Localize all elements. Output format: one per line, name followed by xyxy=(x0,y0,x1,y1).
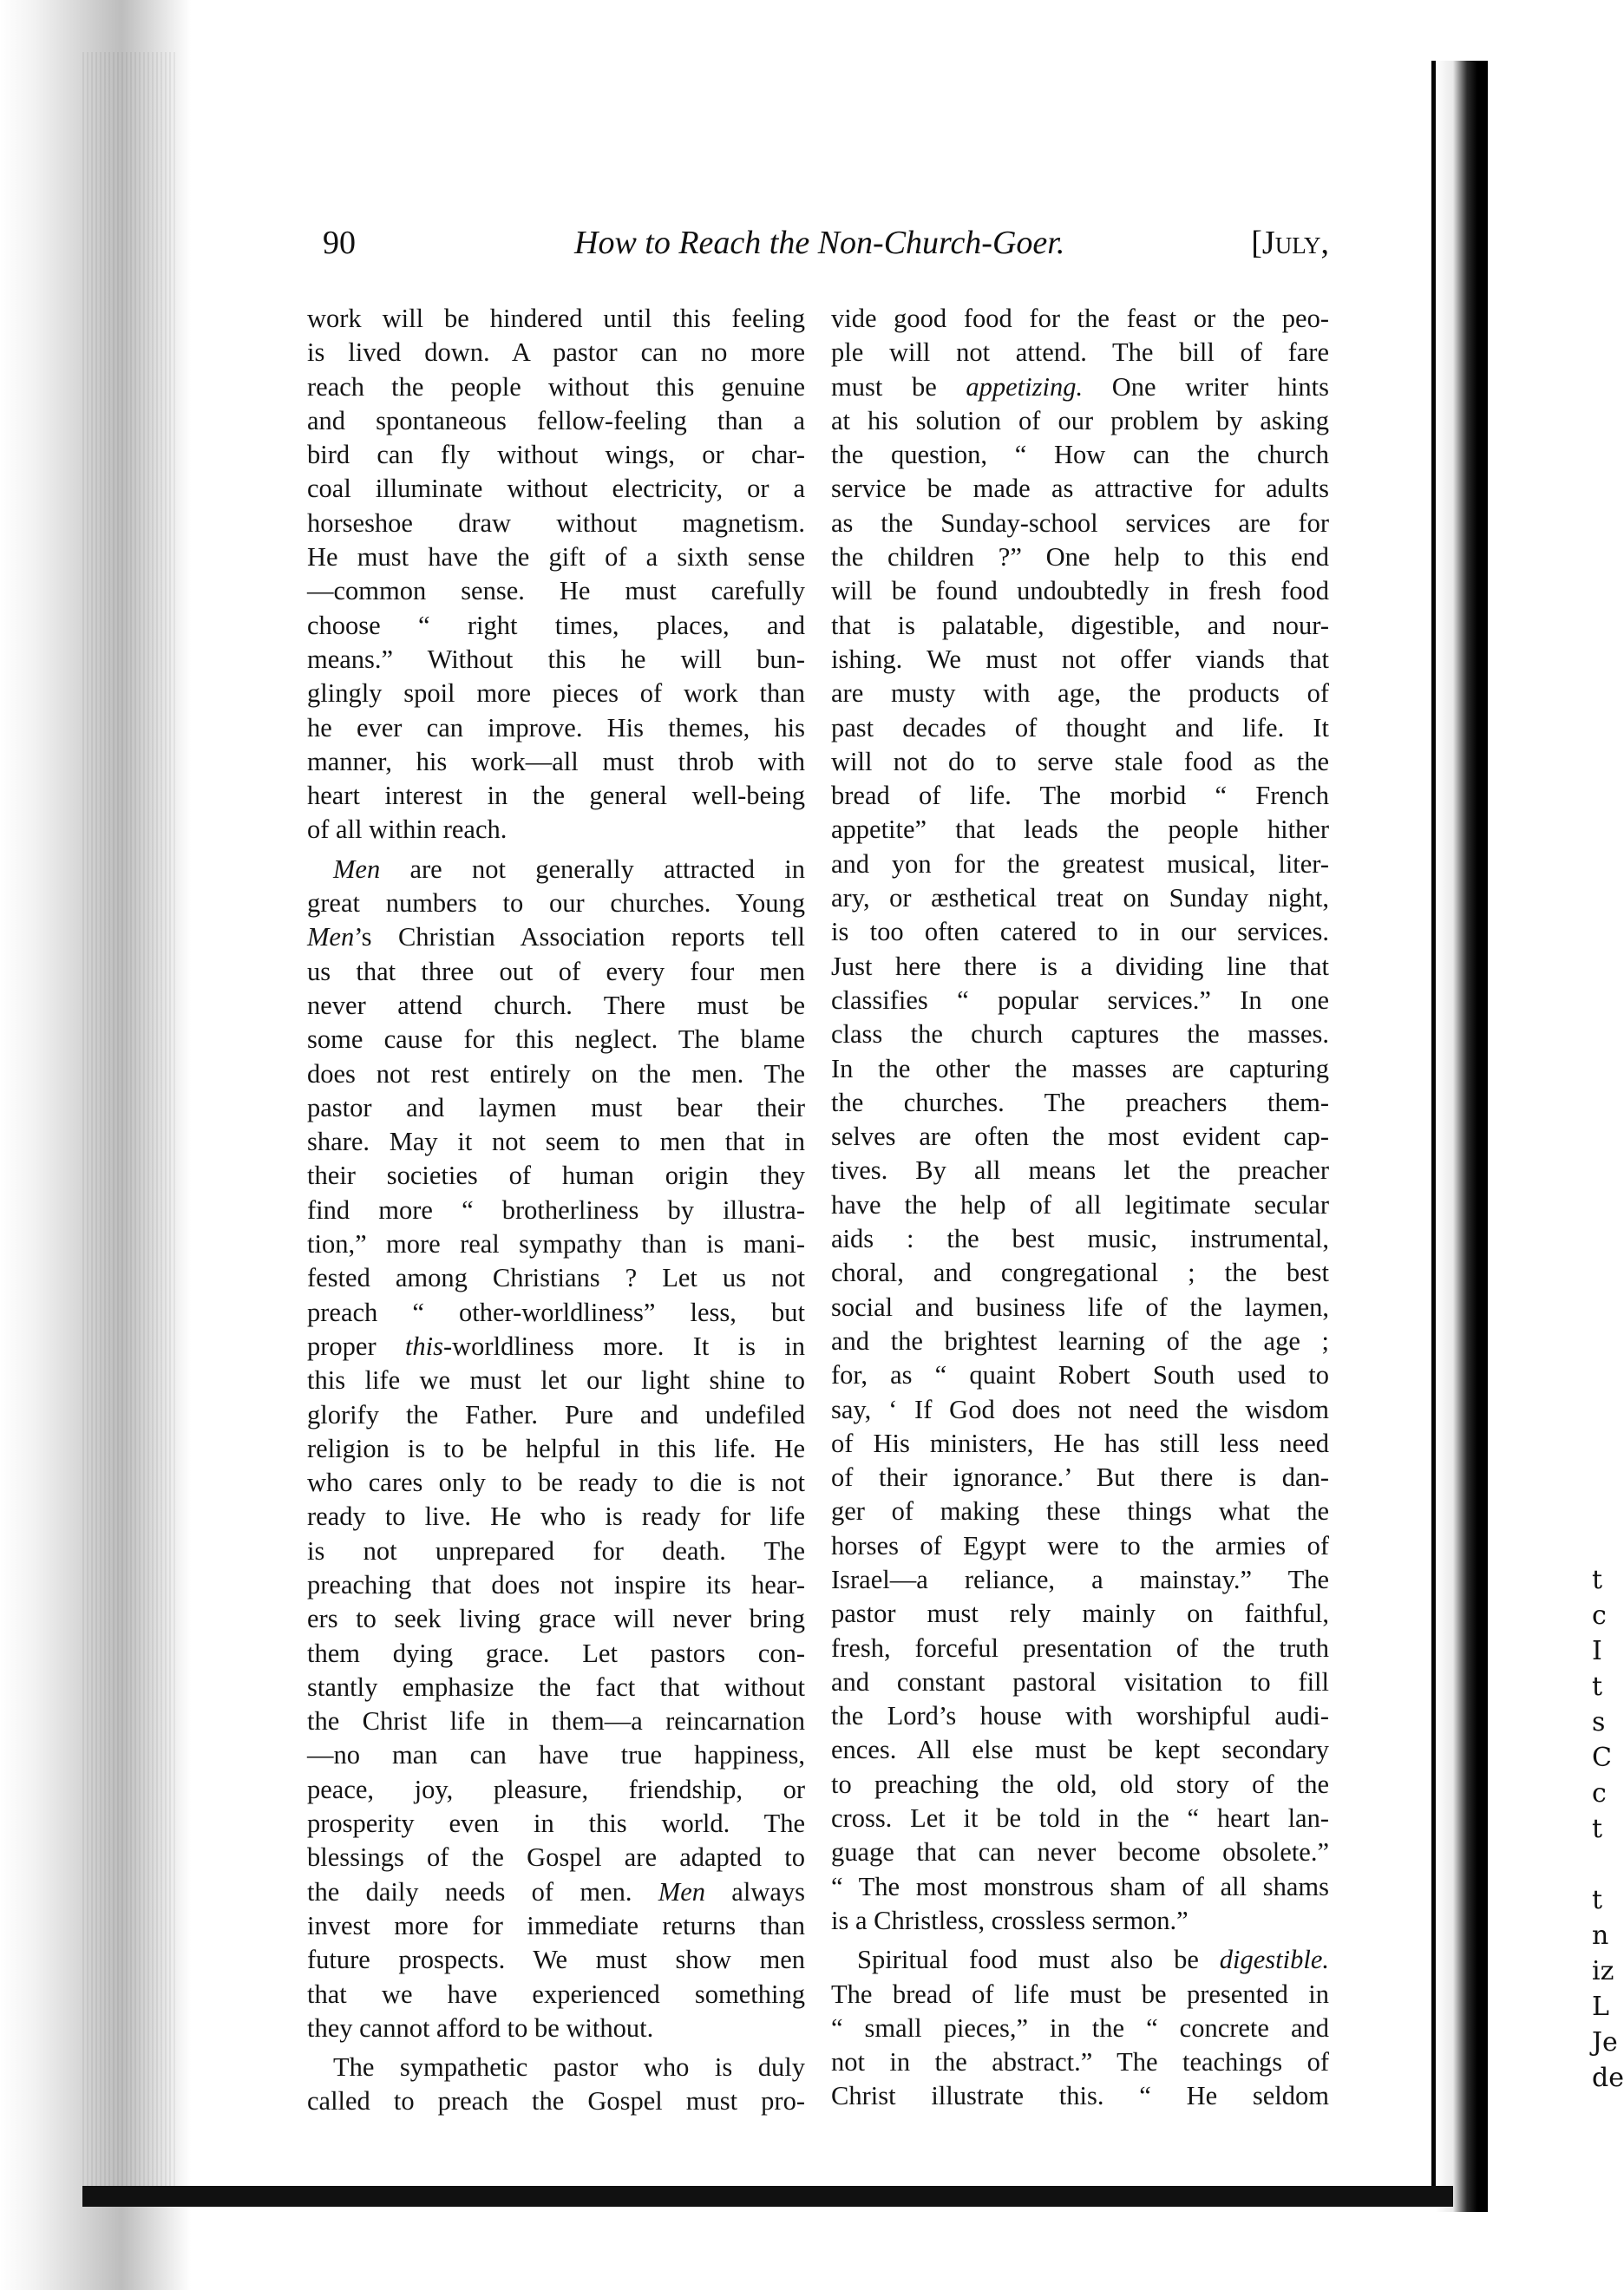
text-line: Israel—a reliance, a mainstay.” The xyxy=(831,1564,1329,1594)
text-line: ary, or æsthetical treat on Sunday night, xyxy=(831,883,1329,913)
text-line: does not rest entirely on the men. The xyxy=(307,1058,805,1089)
text-line: He must have the gift of a sixth sense xyxy=(307,542,805,572)
text-line: their societies of human origin they xyxy=(307,1161,805,1191)
left-column xyxy=(307,302,805,2119)
text-line: who cares only to be ready to die is not xyxy=(307,1468,805,1498)
text-line: class the church captures the masses. xyxy=(831,1019,1329,1050)
text-line: share. May it not seem to men that in xyxy=(307,1127,805,1157)
text-line: appetite” that leads the people hither xyxy=(831,815,1329,845)
text-line: ready to live. He who is ready for life xyxy=(307,1502,805,1532)
text-line: manner, his work—all must throb with xyxy=(307,746,805,776)
text-line: ple will not attend. The bill of fare xyxy=(831,337,1329,368)
margin-letter: I xyxy=(1592,1636,1602,1666)
text-line: the children ?” One help to this end xyxy=(831,542,1329,572)
text-line: called to preach the Gospel must pro- xyxy=(307,2086,805,2117)
text-line: of His ministers, He has still less need xyxy=(831,1428,1329,1458)
text-line: future prospects. We must show men xyxy=(307,1945,805,1975)
text-line: Men are not generally attracted in xyxy=(333,854,805,884)
text-line: them dying grace. Let pastors con- xyxy=(307,1638,805,1668)
text-line: aids : the best music, instrumental, xyxy=(831,1224,1329,1254)
text-line: this life we must let our light shine to xyxy=(307,1365,805,1396)
margin-letter: t xyxy=(1592,1672,1603,1702)
text-line: not in the abstract.” The teachings of xyxy=(831,2047,1329,2077)
text-line: and yon for the greatest musical, liter- xyxy=(831,848,1329,879)
text-line: ger of making these things what the xyxy=(831,1496,1329,1527)
text-line: find more “ brotherliness by illustra- xyxy=(307,1194,805,1225)
text-line: are musty with age, the products of xyxy=(831,678,1329,709)
margin-letter: t xyxy=(1592,1814,1603,1844)
text-line: Just here there is a dividing line that xyxy=(831,951,1329,981)
margin-letter: n xyxy=(1592,1920,1609,1951)
text-line: preaching that does not inspire its hear- xyxy=(307,1569,805,1600)
margin-letter: iz xyxy=(1592,1956,1614,1986)
text-line: the churches. The preachers them- xyxy=(831,1087,1329,1117)
running-month xyxy=(1251,224,1329,262)
text-line: The sympathetic pastor who is duly xyxy=(333,2052,805,2083)
text-line: he ever can improve. His themes, his xyxy=(307,712,805,743)
text-line: is lived down. A pastor can no more xyxy=(307,337,805,368)
text-line: “ The most monstrous sham of all shams xyxy=(831,1871,1329,1901)
text-line: proper this-worldliness more. It is in xyxy=(307,1331,806,1361)
text-line: —common sense. He must carefully xyxy=(307,576,805,606)
text-line: is a Christless, crossless sermon.” xyxy=(831,1905,1189,1935)
text-line: ers to seek living grace will never bring xyxy=(307,1604,805,1634)
running-title: How to Reach the Non-Church-Goer. xyxy=(574,225,1065,261)
margin-letter: c xyxy=(1592,1778,1607,1809)
text-line: means.” Without this he will bun- xyxy=(307,644,805,674)
text-line: The bread of life must be presented in xyxy=(831,1979,1329,2009)
text-line: coal illuminate without electricity, or a xyxy=(307,474,805,504)
text-line: ishing. We must not offer viands that xyxy=(831,644,1329,674)
text-line: prosperity even in this world. The xyxy=(307,1809,805,1839)
margin-letter: Je xyxy=(1592,2027,1618,2058)
margin-letter: c xyxy=(1592,1600,1607,1631)
text-line: work will be hindered until this feeling xyxy=(307,304,805,333)
text-line: will be found undoubtedly in fresh food xyxy=(831,576,1329,606)
month-rest: uly, xyxy=(1274,225,1329,261)
text-line: choose “ right times, places, and xyxy=(307,610,805,640)
text-line: ences. All else must be kept secondary xyxy=(831,1735,1329,1765)
text-line: is not unprepared for death. The xyxy=(307,1535,805,1566)
text-line: to preaching the old, old story of the xyxy=(831,1769,1329,1799)
text-line: is too often catered to in our services. xyxy=(831,917,1329,947)
text-line: and the brightest learning of the age ; xyxy=(831,1325,1329,1356)
margin-letter xyxy=(1592,1847,1617,1882)
text-line: horseshoe draw without magnetism. xyxy=(307,507,805,538)
text-line: some cause for this neglect. The blame xyxy=(307,1024,805,1055)
text-line: have the help of all legitimate secular xyxy=(831,1189,1329,1220)
text-line: classifies “ popular services.” In one xyxy=(831,985,1329,1015)
text-line: the Christ life in them—a reincarnation xyxy=(307,1706,805,1737)
text-line: —no man can have true happiness, xyxy=(307,1740,805,1770)
text-line: that we have experienced something xyxy=(307,1979,805,2009)
text-line: invest more for immediate returns than xyxy=(307,1910,805,1940)
text-line: the Lord’s house with worshipful audi- xyxy=(831,1701,1329,1731)
text-line: vide good food for the feast or the peo- xyxy=(831,304,1329,333)
text-line: never attend church. There must be xyxy=(307,990,805,1020)
text-line: will not do to serve stale food as the xyxy=(831,746,1329,776)
text-line: as the Sunday-school services are for xyxy=(831,507,1329,538)
text-line: pastor must rely mainly on faithful, xyxy=(831,1599,1329,1629)
text-line: choral, and congregational ; the best xyxy=(831,1258,1329,1288)
text-line: say, ‘ If God does not need the wisdom xyxy=(831,1394,1329,1424)
text-line: cross. Let it be told in the “ heart lan- xyxy=(831,1803,1329,1834)
text-line: Men’s Christian Association reports tell xyxy=(307,922,805,952)
text-line: service be made as attractive for adults xyxy=(831,474,1329,504)
margin-letter: t xyxy=(1592,1885,1603,1915)
text-line: In the other the masses are capturing xyxy=(831,1053,1329,1083)
text-line: preach “ other-worldliness” less, but xyxy=(307,1297,805,1327)
text-line: and constant pastoral visitation to fill xyxy=(831,1666,1329,1697)
text-line: must be appetizing. One writer hints xyxy=(831,371,1329,402)
text-line: heart interest in the general well-being xyxy=(307,781,805,811)
text-line: the daily needs of men. Men always xyxy=(307,1876,806,1907)
text-line: “ small pieces,” in the “ concrete and xyxy=(831,2012,1329,2043)
text-line: of their ignorance.’ But there is dan- xyxy=(831,1462,1329,1493)
margin-letter: t xyxy=(1592,1565,1603,1595)
margin-letter: de xyxy=(1592,2063,1624,2093)
text-line: that is palatable, digestible, and nour- xyxy=(831,610,1329,640)
right-column xyxy=(831,302,1329,2114)
book-fore-edge xyxy=(0,0,191,2290)
running-head xyxy=(323,224,1329,276)
text-line: us that three out of every four men xyxy=(307,956,805,986)
text-line: fresh, forceful presentation of the truth xyxy=(831,1632,1329,1663)
text-line: reach the people without this genuine xyxy=(307,371,805,402)
text-line: at his solution of our problem by asking xyxy=(831,405,1329,435)
text-line: guage that can never become obsolete.” xyxy=(831,1837,1329,1868)
page-gutter xyxy=(1436,61,1488,2212)
margin-letter: C xyxy=(1592,1743,1612,1773)
month-open: [J xyxy=(1251,225,1275,261)
text-line: bread of life. The morbid “ French xyxy=(831,781,1329,811)
text-line: for, as “ quaint Robert South used to xyxy=(831,1360,1329,1390)
text-line: Spiritual food must also be digestible. xyxy=(857,1945,1329,1975)
text-line: Christ illustrate this. “ He seldom xyxy=(831,2081,1329,2111)
page-number: 90 xyxy=(323,225,356,261)
text-line: social and business life of the laymen, xyxy=(831,1292,1329,1322)
margin-letter: L xyxy=(1592,1992,1609,2022)
text-line: bird can fly without wings, or char- xyxy=(307,440,805,470)
text-line: selves are often the most evident cap- xyxy=(831,1122,1329,1152)
text-line: great numbers to our churches. Young xyxy=(307,888,805,919)
text-line: the question, “ How can the church xyxy=(831,440,1329,470)
facing-page-margin-letters xyxy=(1592,1527,1624,2096)
text-line: religion is to be helpful in this life. He xyxy=(307,1433,805,1463)
margin-letter xyxy=(1592,1527,1617,1562)
text-line: peace, joy, pleasure, friendship, or xyxy=(307,1774,805,1804)
text-line: blessings of the Gospel are adapted to xyxy=(307,1842,805,1873)
text-line: glorify the Father. Pure and undefiled xyxy=(307,1399,805,1430)
margin-letter: s xyxy=(1592,1707,1606,1737)
text-line: stantly emphasize the fact that without xyxy=(307,1672,805,1702)
text-line: tion,” more real sympathy than is mani- xyxy=(307,1229,805,1260)
text-line: and spontaneous fellow-feeling than a xyxy=(307,405,805,435)
text-line: pastor and laymen must bear their xyxy=(307,1092,805,1122)
text-line: of all within reach. xyxy=(307,815,508,845)
text-line: horses of Egypt were to the armies of xyxy=(831,1530,1329,1560)
text-line: they cannot afford to be without. xyxy=(307,2012,654,2043)
text-line: tives. By all means let the preacher xyxy=(831,1155,1329,1186)
text-line: fested among Christians ? Let us not xyxy=(307,1263,805,1293)
text-line: glingly spoil more pieces of work than xyxy=(307,678,805,709)
text-line: past decades of thought and life. It xyxy=(831,712,1329,743)
page-bottom-edge xyxy=(82,2186,1453,2207)
